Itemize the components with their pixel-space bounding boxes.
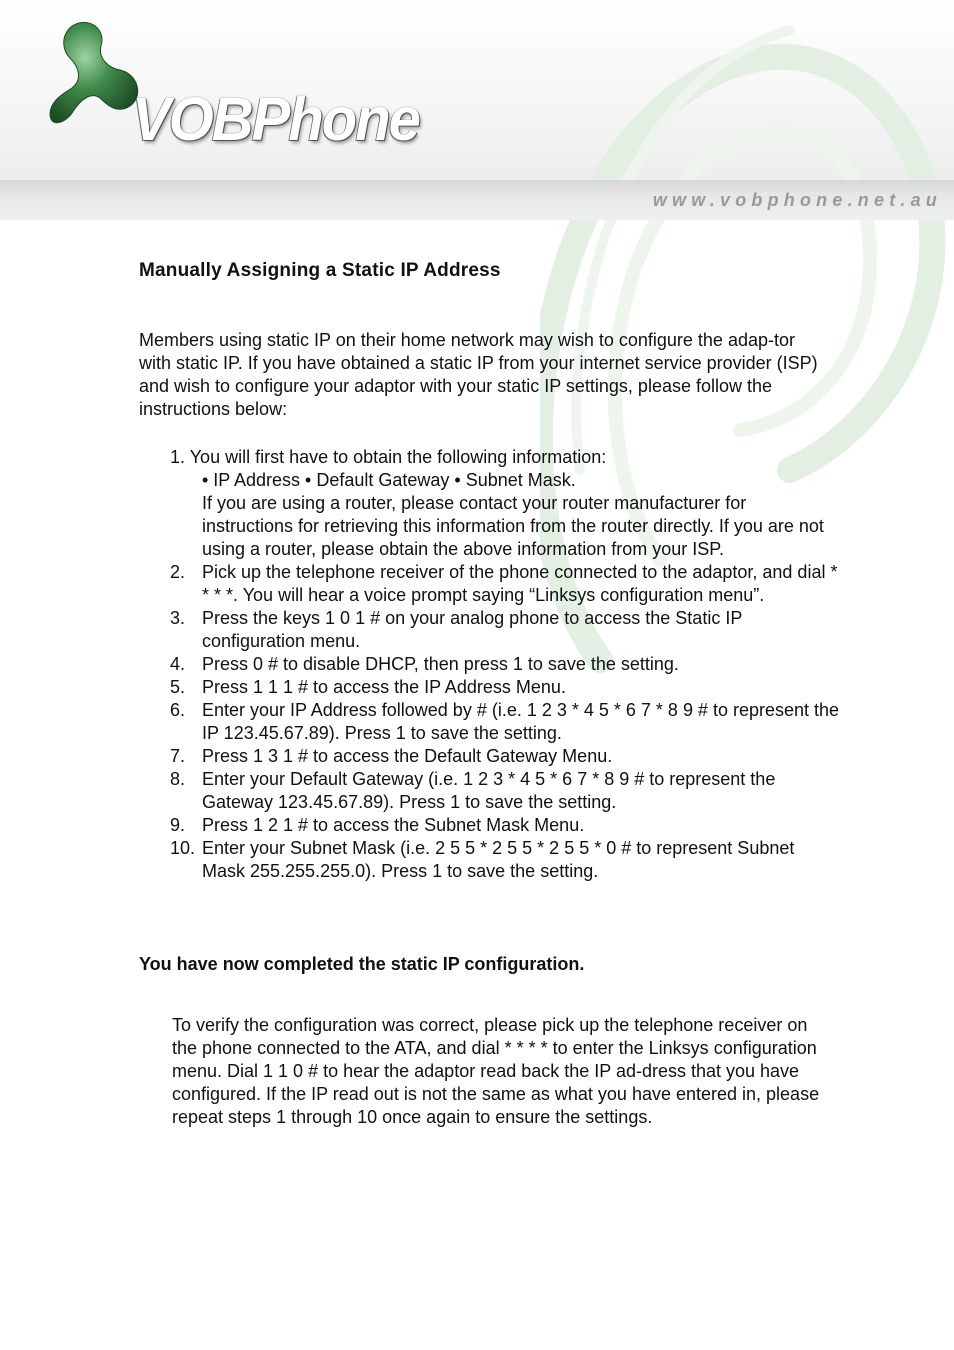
step-number: 6. [170,700,186,720]
step-text: Press 1 2 1 # to access the Subnet Mask Menu. [202,815,585,835]
list-item [170,653,840,676]
list-item-step-1 [170,446,840,561]
instruction-list [170,446,840,883]
step-text: Enter your Default Gateway (i.e. 1 2 3 * 4 5 * 6 7 * 8 9 # to represent the Gateway 123.45.67.89). Press 1 to save the setting. [202,769,776,812]
website-url: www.vobphone.net.au [652,190,942,210]
step-number: 4. [170,654,186,674]
completion-heading: You have now completed the static IP configuration. [139,954,585,974]
list-item [170,814,840,837]
step-text: Enter your IP Address followed by # (i.e. 1 2 3 * 4 5 * 6 7 * 8 9 # to represent the IP 123.45.67.89). Press 1 to save the setting. [202,700,840,743]
step-text: You will first have to obtain the following information: [189,447,607,467]
verify-paragraph: To verify the configuration was correct, please pick up the telephone receiver on the phone connected to the ATA, and dial * * * * to enter the Linksys configuration menu. Dial 1 1 0 # to hear the adaptor read back the IP ad-dress that you have configured. If the IP read out is not the same as what you have entered in, please repeat steps 1 through 10 once again to ensure the settings. [172,1015,820,1127]
list-item [170,676,840,699]
step-number: 1. [170,447,186,467]
required-info-items: • IP Address • Default Gateway • Subnet Mask. [202,470,576,490]
brand-logo-text: VOBPhone [132,85,419,154]
step-number: 8. [170,769,186,789]
step-text: Press 1 1 1 # to access the IP Address Menu. [202,677,566,697]
step-number: 9. [170,815,186,835]
step-number: 3. [170,608,186,628]
step-number: 10. [170,838,196,858]
intro-paragraph: Members using static IP on their home network may wish to configure the adap-tor with static IP. If you have obtained a static IP from your internet service provider (ISP) and wish to configure your adaptor with your static IP settings, please follow the instructions below: [139,330,818,419]
step-text: Press 0 # to disable DHCP, then press 1 to save the setting. [202,654,679,674]
list-item [170,607,840,653]
page-title: Manually Assigning a Static IP Address [139,260,501,281]
step-text: Press the keys 1 0 1 # on your analog phone to access the Static IP configuration menu. [202,608,742,651]
list-item [170,699,840,745]
list-item [170,837,840,883]
list-item [170,745,840,768]
router-note: If you are using a router, please contact your router manufacturer for instructions for retrieving this information from the router directly. If you are not using a router, please obtain the above information from your ISP. [202,493,824,559]
step-number: 2. [170,562,186,582]
step-number: 5. [170,677,186,697]
step-text: Enter your Subnet Mask (i.e. 2 5 5 * 2 5 5 * 2 5 5 * 0 # to represent Subnet Mask 255.255.255.0). Press 1 to save the setting. [202,838,795,881]
step-text: Press 1 3 1 # to access the Default Gateway Menu. [202,746,613,766]
step-number: 7. [170,746,186,766]
list-item [170,561,840,607]
step-text: Pick up the telephone receiver of the phone connected to the adaptor, and dial * * * *. You will hear a voice prompt saying “Linksys configuration menu”. [202,562,838,605]
list-item [170,768,840,814]
